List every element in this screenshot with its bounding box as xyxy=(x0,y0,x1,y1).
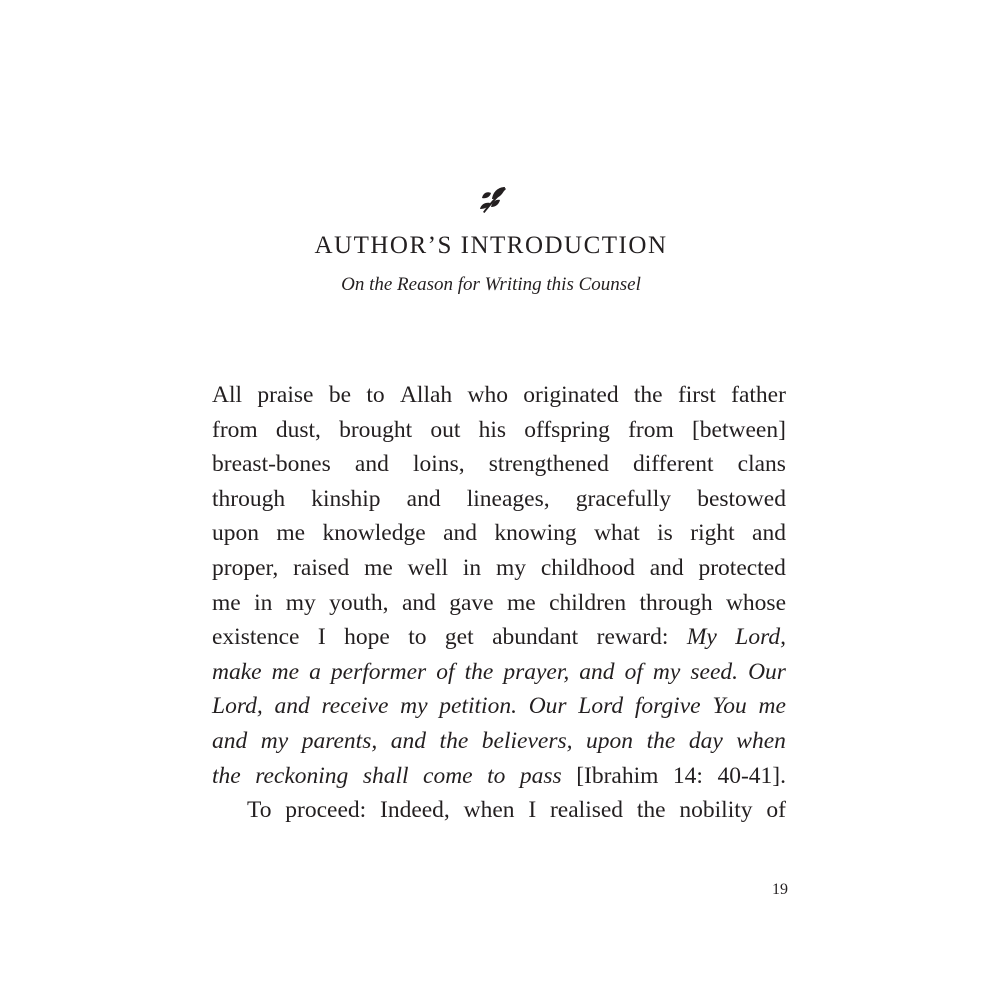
body-word: All xyxy=(212,382,243,408)
body-word: and xyxy=(354,451,389,478)
body-word: my xyxy=(496,554,527,581)
body-word: me xyxy=(364,554,393,581)
body-word: kinship xyxy=(311,485,381,512)
body-word: through xyxy=(212,485,286,512)
body-word: bestowed xyxy=(697,485,786,512)
body-word: the xyxy=(212,762,241,789)
body-word: and xyxy=(401,589,436,616)
body-word: get xyxy=(444,624,474,651)
body-word: his xyxy=(478,416,507,443)
body-word: well xyxy=(407,554,449,581)
chapter-title: AUTHOR’S INTRODUCTION xyxy=(314,232,668,259)
body-word: what xyxy=(594,520,640,547)
body-word: breast-bones xyxy=(212,451,331,478)
body-word: in xyxy=(462,554,482,581)
body-word: of xyxy=(766,797,786,824)
body-word: praise xyxy=(257,382,314,408)
body-word: me xyxy=(271,658,300,685)
body-word: To xyxy=(247,797,272,824)
body-word: be xyxy=(328,382,351,408)
body-word: whose xyxy=(725,589,786,616)
body-line xyxy=(212,759,786,794)
body-word: dust, xyxy=(275,416,321,443)
body-word: realised xyxy=(549,797,624,824)
body-word: is xyxy=(657,520,673,547)
body-word: the xyxy=(636,797,666,824)
body-word: childhood xyxy=(540,554,635,581)
body-word: pass xyxy=(519,762,562,789)
body-word: 40-41]. xyxy=(717,762,786,789)
body-word: Our xyxy=(528,693,567,720)
body-word: in xyxy=(254,589,273,616)
body-word: a xyxy=(309,658,321,685)
body-word: gracefully xyxy=(575,485,672,512)
body-line xyxy=(212,516,786,551)
body-word: Lord, xyxy=(735,624,786,651)
body-word: when xyxy=(463,797,515,824)
body-word: and xyxy=(579,658,615,685)
body-word: seed. xyxy=(690,658,739,685)
body-word: through xyxy=(639,589,713,616)
body-word: performer xyxy=(330,658,427,685)
body-word: my xyxy=(652,658,681,685)
body-word: my xyxy=(285,589,316,616)
body-line xyxy=(212,655,786,690)
body-word: to xyxy=(366,382,385,408)
body-word: and xyxy=(443,520,477,547)
body-word: the xyxy=(633,382,663,408)
body-word: originated xyxy=(523,382,619,408)
body-word: right xyxy=(690,520,735,547)
body-word: and xyxy=(406,485,441,512)
body-line xyxy=(212,447,786,482)
body-word: Lord xyxy=(578,693,624,720)
body-word: youth, xyxy=(329,589,389,616)
body-word: You xyxy=(712,693,747,720)
body-word: strengthened xyxy=(488,451,609,478)
body-word: different xyxy=(633,451,714,478)
body-word: me xyxy=(276,520,306,547)
body-word: My xyxy=(686,624,717,651)
body-line xyxy=(212,586,786,621)
body-word: father xyxy=(731,382,786,408)
body-word: children xyxy=(549,589,627,616)
body-word: existence xyxy=(212,624,300,651)
body-word: me xyxy=(758,693,786,720)
body-word: 14: xyxy=(672,762,703,789)
body-word: protected xyxy=(698,554,786,581)
body-word: brought xyxy=(339,416,413,443)
body-word: to xyxy=(487,762,506,789)
body-word: the xyxy=(646,727,676,754)
body-word: proper, xyxy=(212,554,279,581)
body-word: day xyxy=(688,727,723,754)
body-word: petition. xyxy=(439,693,517,720)
body-word: reward: xyxy=(596,624,669,651)
body-word: upon xyxy=(212,520,259,547)
body-word: and xyxy=(649,554,684,581)
body-word: abundant xyxy=(492,624,579,651)
body-word: and xyxy=(212,727,248,754)
body-line xyxy=(212,413,786,448)
body-word: [Ibrahim xyxy=(576,762,659,789)
body-word: of xyxy=(624,658,643,685)
body-word: parents, xyxy=(301,727,378,754)
body-line xyxy=(212,724,786,759)
body-word: first xyxy=(677,382,716,408)
body-word: nobility xyxy=(679,797,753,824)
body-word: believers, xyxy=(481,727,573,754)
body-word: the xyxy=(439,727,469,754)
body-word: loins, xyxy=(413,451,465,478)
body-word: prayer, xyxy=(503,658,570,685)
body-word: my xyxy=(400,693,428,720)
body-word: reckoning xyxy=(255,762,349,789)
body-word: Our xyxy=(748,658,786,685)
body-word: shall xyxy=(362,762,409,789)
body-word: gave xyxy=(449,589,494,616)
body-word: I xyxy=(528,797,537,824)
body-word: of xyxy=(436,658,455,685)
body-word: hope xyxy=(344,624,390,651)
body-word: upon xyxy=(586,727,634,754)
body-word: and xyxy=(752,520,786,547)
body-word: knowledge xyxy=(322,520,426,547)
body-word: to xyxy=(408,624,427,651)
body-word: and xyxy=(274,693,310,720)
body-word: me xyxy=(212,589,241,616)
body-word: offspring xyxy=(524,416,610,443)
body-word: make xyxy=(212,658,262,685)
body-word: [between] xyxy=(691,416,786,443)
body-word: lineages, xyxy=(466,485,550,512)
body-word: knowing xyxy=(494,520,577,547)
body-word: the xyxy=(464,658,494,685)
body-line xyxy=(212,482,786,517)
body-word: clans xyxy=(737,451,786,478)
body-word: Indeed, xyxy=(380,797,450,824)
body-word: Lord, xyxy=(212,693,263,720)
body-line xyxy=(212,793,786,828)
body-line xyxy=(212,378,786,413)
body-line xyxy=(212,551,786,586)
body-word: and xyxy=(390,727,427,754)
chapter-subtitle: On the Reason for Writing this Counsel xyxy=(341,274,641,295)
body-line xyxy=(212,689,786,724)
body-word: from xyxy=(212,416,258,443)
body-word: my xyxy=(260,727,289,754)
body-word: I xyxy=(317,624,326,651)
body-word: forgive xyxy=(634,693,701,720)
page-number: 19 xyxy=(772,881,788,898)
body-word: receive xyxy=(321,693,389,720)
body-word: when xyxy=(736,727,786,754)
body-word: raised xyxy=(293,554,350,581)
body-word: proceed: xyxy=(285,797,367,824)
body-word: from xyxy=(628,416,674,443)
body-word: out xyxy=(430,416,461,443)
body-word: Allah xyxy=(399,382,453,408)
body-paragraph xyxy=(212,378,786,828)
body-line xyxy=(212,620,786,655)
body-word: who xyxy=(467,382,508,408)
body-word: come xyxy=(423,762,473,789)
body-word: me xyxy=(507,589,536,616)
leaf-sprig-icon xyxy=(478,183,510,215)
